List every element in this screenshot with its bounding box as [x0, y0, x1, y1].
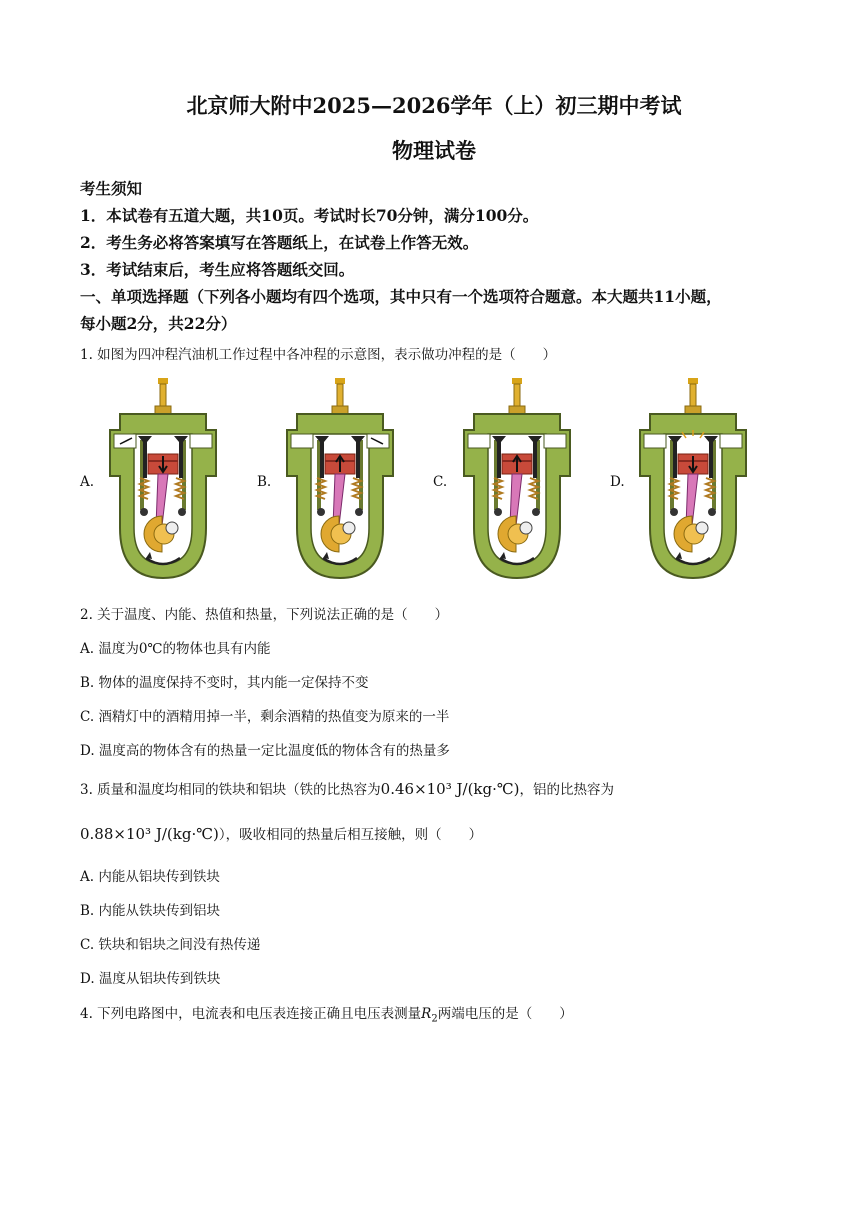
q3-option-d: D. 温度从铝块传到铁块 — [80, 971, 221, 987]
q2-stem: 2. 关于温度、内能、热值和热量，下列说法正确的是（ ） — [80, 607, 449, 623]
notice-item-2: 2．考生务必将答案填写在答题纸上，在试卷上作答无效。 — [80, 233, 479, 252]
q1-option-a-label: A. — [80, 474, 95, 490]
q3-formula-aluminum: 0.88×10³ J/(kg·℃) — [80, 825, 219, 843]
q1-engine-c-diagram — [452, 378, 582, 584]
notice-item-3: 3．考试结束后，考生应将答题纸交回。 — [80, 260, 355, 279]
q1-engine-a-diagram — [98, 378, 228, 584]
q4-stem-b: 两端电压的是（ ） — [437, 1006, 573, 1022]
q2-option-b: B. 物体的温度保持不变时，其内能一定保持不变 — [80, 675, 369, 691]
q3-stem-b: ，铝的比热容为 — [519, 782, 615, 798]
section1-heading-line1: 一、单项选择题（下列各小题均有四个选项，其中只有一个选项符合题意。本大题共11小题， — [80, 287, 722, 306]
notice-heading: 考生须知 — [80, 179, 143, 198]
q2-option-c: C. 酒精灯中的酒精用掉一半，剩余酒精的热值变为原来的一半 — [80, 709, 450, 725]
q1-option-c-label: C. — [433, 474, 448, 490]
q3-option-b: B. 内能从铁块传到铝块 — [80, 903, 221, 919]
q1-stem: 1. 如图为四冲程汽油机工作过程中各冲程的示意图，表示做功冲程的是（ ） — [80, 347, 557, 363]
q1-option-d-label: D. — [610, 474, 625, 490]
q1-engine-b-diagram — [275, 378, 405, 584]
notice-item-1: 1．本试卷有五道大题，共10页。考试时长70分钟，满分100分。 — [80, 206, 539, 225]
q1-engine-d-diagram — [628, 378, 758, 584]
q3-stem-a: 3. 质量和温度均相同的铁块和铝块（铁的比热容为 — [80, 782, 381, 798]
section1-heading-line2: 每小题2分，共22分） — [80, 314, 237, 333]
q3-option-c: C. 铁块和铝块之间没有热传递 — [80, 937, 261, 953]
q3-formula-iron: 0.46×10³ J/(kg·℃) — [380, 780, 520, 798]
q2-option-d: D. 温度高的物体含有的热量一定比温度低的物体含有的热量多 — [80, 743, 450, 759]
q3-stem-line1 — [80, 778, 614, 798]
q4-stem-a: 4. 下列电路图中，电流表和电压表连接正确且电压表测量 — [80, 1006, 422, 1022]
page-title: 北京师大附中2025—2026学年（上）初三期中考试 — [186, 93, 682, 118]
page-subtitle: 物理试卷 — [392, 138, 476, 163]
q4-stem — [80, 1002, 573, 1025]
q4-var-r: R — [421, 1006, 432, 1022]
q3-stem-c: ），吸收相同的热量后相互接触，则（ ） — [218, 827, 483, 843]
q4-var-sub: 2 — [431, 1013, 438, 1025]
q1-option-b-label: B. — [257, 474, 272, 490]
q3-option-a: A. 内能从铝块传到铁块 — [80, 869, 220, 885]
q2-option-a: A. 温度为0℃的物体也具有内能 — [80, 641, 271, 657]
q3-stem-line2 — [80, 823, 482, 843]
